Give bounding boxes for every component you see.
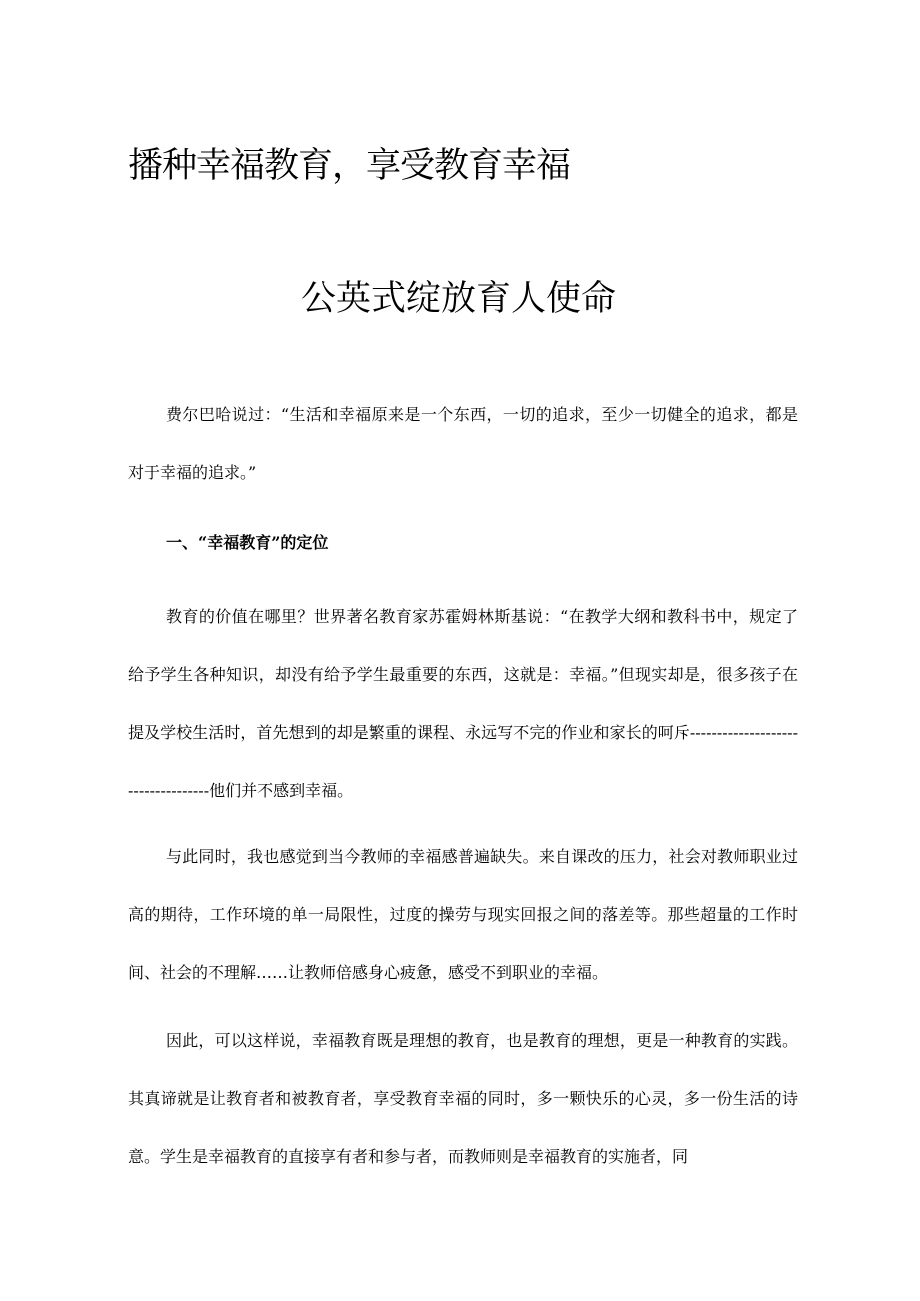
paragraph: 教育的价值在哪里？世界著名教育家苏霍姆林斯基说：“在教学大纲和教科书中，规定了给予学生各种知识，却没有给予学生最重要的东西，这就是：幸福。”但现实却是，很多孩子在提及学校生活时，首先想到的却是繁重的课程、永远写不完的作业和家长的呵斥-----------------------------------他们并不感到幸福。 xyxy=(128,607,798,800)
paragraph: 与此同时，我也感觉到当今教师的幸福感普遍缺失。来自课改的压力，社会对教师职业过高的期待，工作环境的单一局限性，过度的操劳与现实回报之间的落差等。那些超量的工作时间、社会的不理解……让教师倍感身心疲惫，感受不到职业的幸福。 xyxy=(128,847,798,982)
quote-paragraph: 费尔巴哈说过：“生活和幸福原来是一个东西，一切的追求，至少一切健全的追求，都是对于幸福的追求。” xyxy=(128,405,798,482)
paragraph: 因此，可以这样说，幸福教育既是理想的教育，也是教育的理想，更是一种教育的实践。其真谛就是让教育者和被教育者，享受教育幸福的同时，多一颗快乐的心灵，多一份生活的诗意。学生是幸福教育的直接享有者和参与者，而教师则是幸福教育的实施者，同 xyxy=(128,1031,798,1166)
document-title: 播种幸福教育，享受教育幸福 xyxy=(128,146,571,186)
section-heading: 一、“幸福教育”的定位 xyxy=(166,533,329,552)
document-subtitle: 公英式绽放育人使命 xyxy=(301,279,617,319)
